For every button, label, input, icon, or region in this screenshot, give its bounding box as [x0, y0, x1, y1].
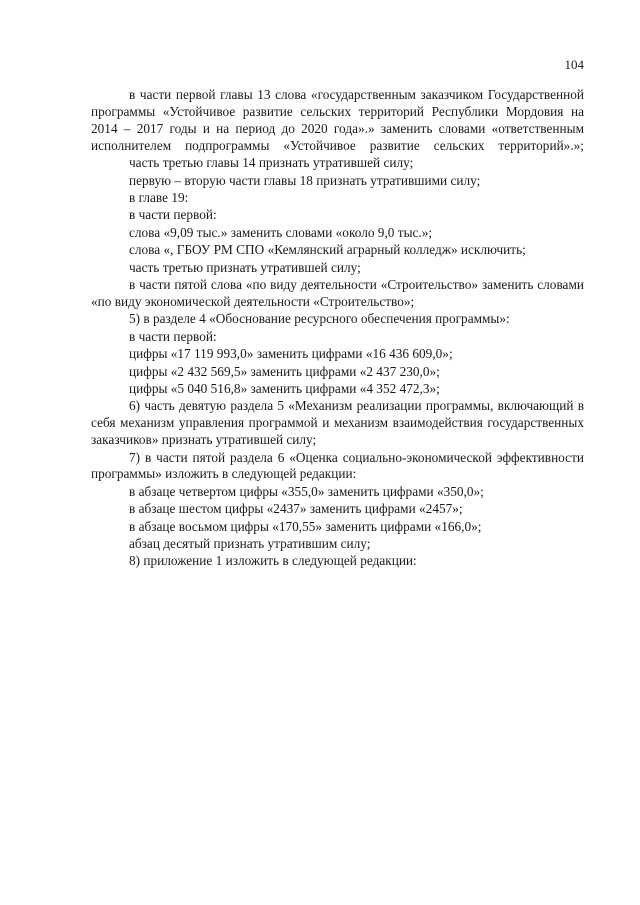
- document-body: [91, 87, 584, 570]
- paragraph-3: первую – вторую части главы 18 признать утратившими силу;: [129, 172, 481, 188]
- paragraph-11: в части первой:: [129, 328, 217, 344]
- paragraph-21: 8) приложение 1 изложить в следующей редакции:: [129, 553, 417, 569]
- paragraph-12: цифры «17 119 993,0» заменить цифрами «16 436 609,0»;: [129, 346, 453, 362]
- paragraph-7: слова «, ГБОУ РМ СПО «Кемлянский аграрный колледж» исключить;: [129, 242, 526, 258]
- paragraph-2: часть третью главы 14 признать утратившей силу;: [129, 155, 414, 171]
- paragraph-9: в части пятой слова «по виду деятельности «Строительство» заменить словами «по виду экономической деятельности «Строительство»;: [91, 276, 584, 309]
- paragraph-13: цифры «2 432 569,5» заменить цифрами «2 437 230,0»;: [129, 363, 440, 379]
- paragraph-16: 7) в части пятой раздела 6 «Оценка социально-экономической эффективности программы» изложить в следующей редакции:: [91, 449, 584, 482]
- page-number: 104: [564, 57, 584, 72]
- paragraph-4: в главе 19:: [129, 189, 189, 205]
- paragraph-5: в части первой:: [129, 207, 217, 223]
- paragraph-17: в абзаце четвертом цифры «355,0» заменить цифрами «350,0»;: [129, 483, 484, 499]
- paragraph-19: в абзаце восьмом цифры «170,55» заменить цифрами «166,0»;: [129, 518, 482, 534]
- paragraph-20: абзац десятый признать утратившим силу;: [129, 536, 371, 552]
- paragraph-18: в абзаце шестом цифры «2437» заменить цифрами «2457»;: [129, 501, 463, 517]
- paragraph-14: цифры «5 040 516,8» заменить цифрами «4 352 472,3»;: [129, 380, 440, 396]
- paragraph-8: часть третью признать утратившей силу;: [129, 259, 361, 275]
- paragraph-1: в части первой главы 13 слова «государственным заказчиком Государственной программы «Устойчивое развитие сельских территорий Республики Мордовия на 2014 – 2017 годы и на период до 2020 года».» заменить словами «ответственным исполнителем подпрограммы «Устойчивое развитие сельских территорий».»;: [91, 87, 584, 153]
- paragraph-10: 5) в разделе 4 «Обоснование ресурсного обеспечения программы»:: [129, 311, 510, 327]
- paragraph-6: слова «9,09 тыс.» заменить словами «около 9,0 тыс.»;: [129, 224, 433, 240]
- paragraph-15: 6) часть девятую раздела 5 «Механизм реализации программы, включающий в себя механизм управления программой и механизм взаимодействия государственных заказчиков» признать утратившей силу;: [91, 398, 584, 448]
